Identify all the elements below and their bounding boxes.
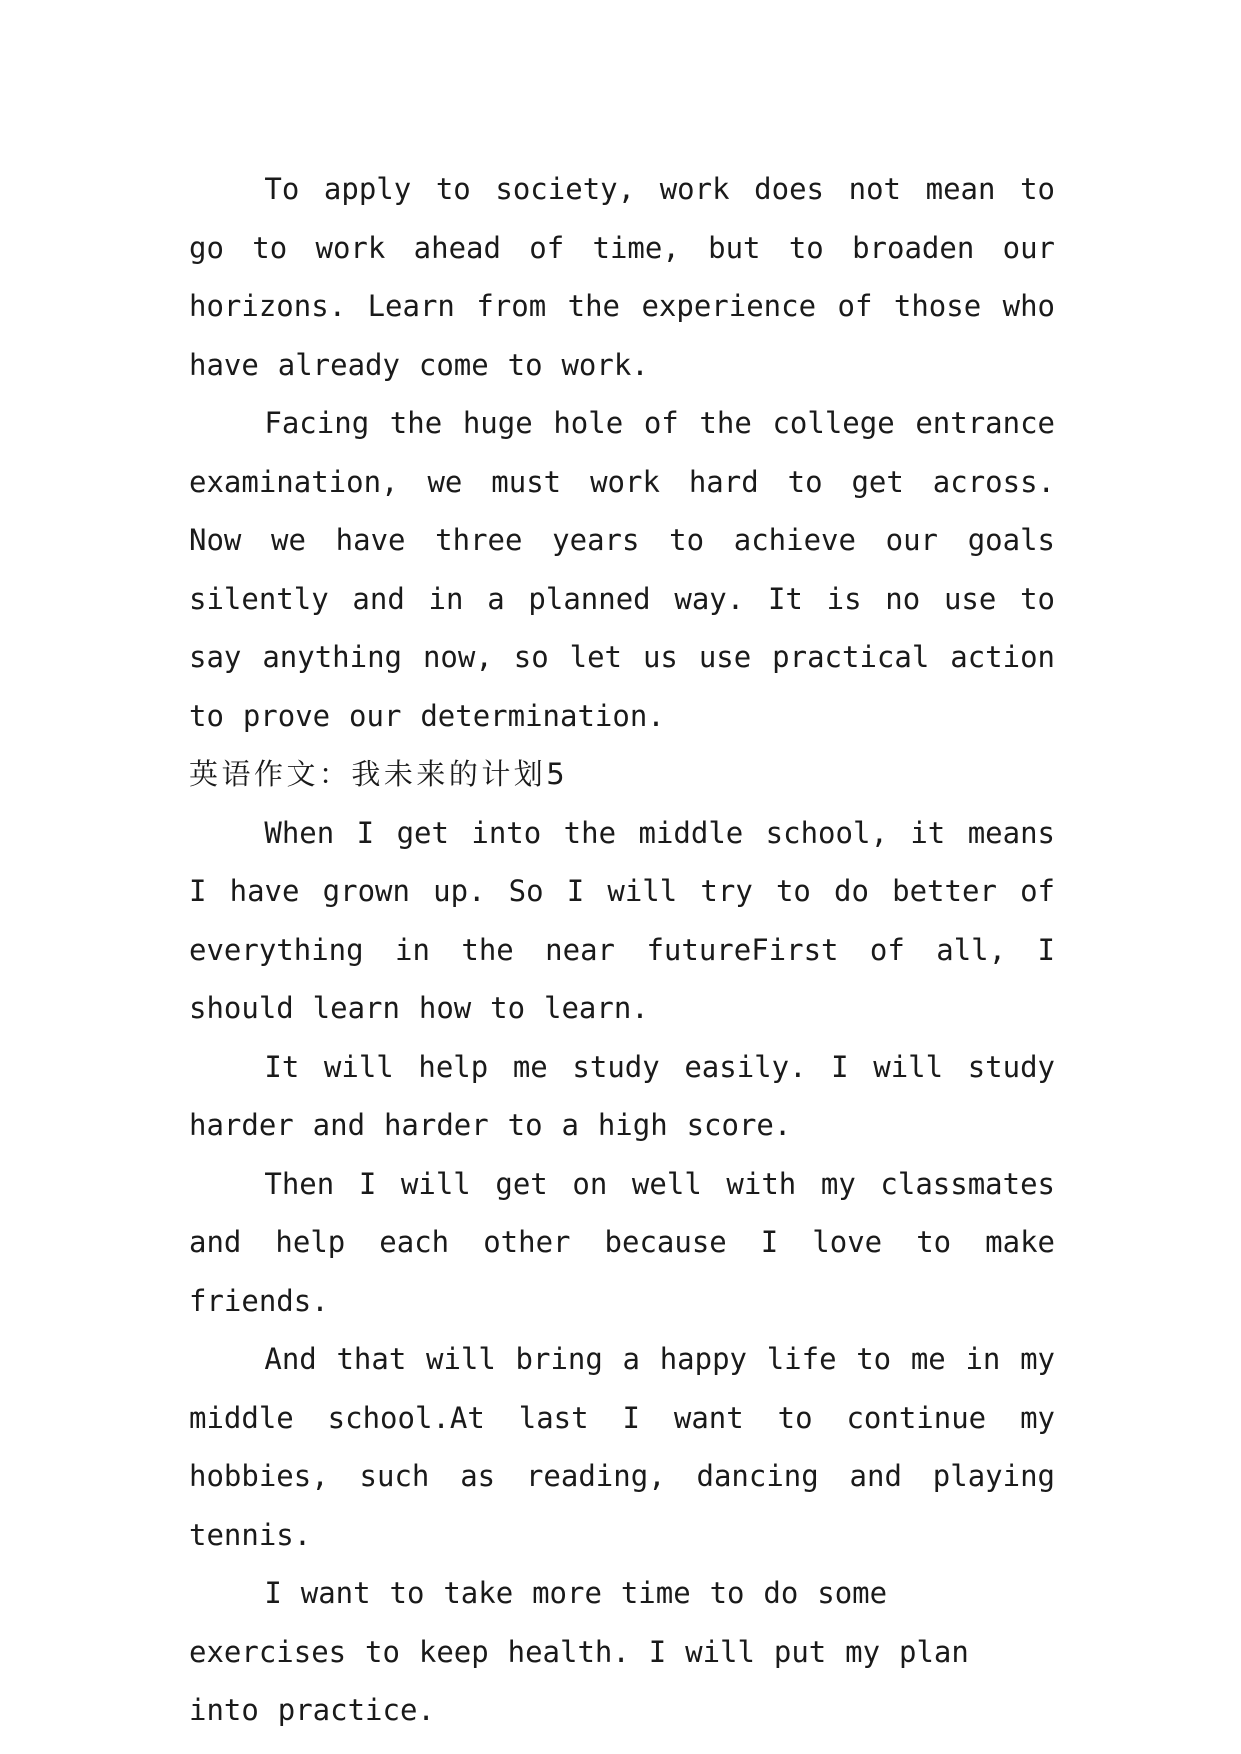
paragraph-study-easily: It will help me study easily. I will study harder and harder to a high score.: [189, 1049, 1055, 1142]
paragraph-exercises: I want to take more time to do some exercises to keep health. I will put my plan into practice.: [189, 1576, 969, 1727]
section-heading: 英语作文：我未来的计划5: [189, 757, 569, 791]
paragraph-middle-school: When I get into the middle school, it means I have grown up. So I will try to do better of everything in the near futureFirst of all, I should learn how to learn.: [189, 815, 1055, 1025]
paragraph-work-horizons: To apply to society, work does not mean to go to work ahead of time, but to broaden our horizons. Learn from the experience of those who have already come to work.: [189, 172, 1055, 382]
paragraph-hobbies: And that will bring a happy life to me in my middle school.At last I want to continue my hobbies, such as reading, dancing and playing tennis.: [189, 1342, 1055, 1552]
document-body: [189, 160, 1055, 1740]
paragraph-college-entrance: Facing the huge hole of the college entrance examination, we must work hard to get across. Now we have three years to achieve our goals silently and in a planned way. It is no use to say anything now, so let us use practical action to prove our determination.: [189, 406, 1055, 733]
paragraph-classmates: Then I will get on well with my classmates and help each other because I love to make friends.: [189, 1166, 1055, 1318]
